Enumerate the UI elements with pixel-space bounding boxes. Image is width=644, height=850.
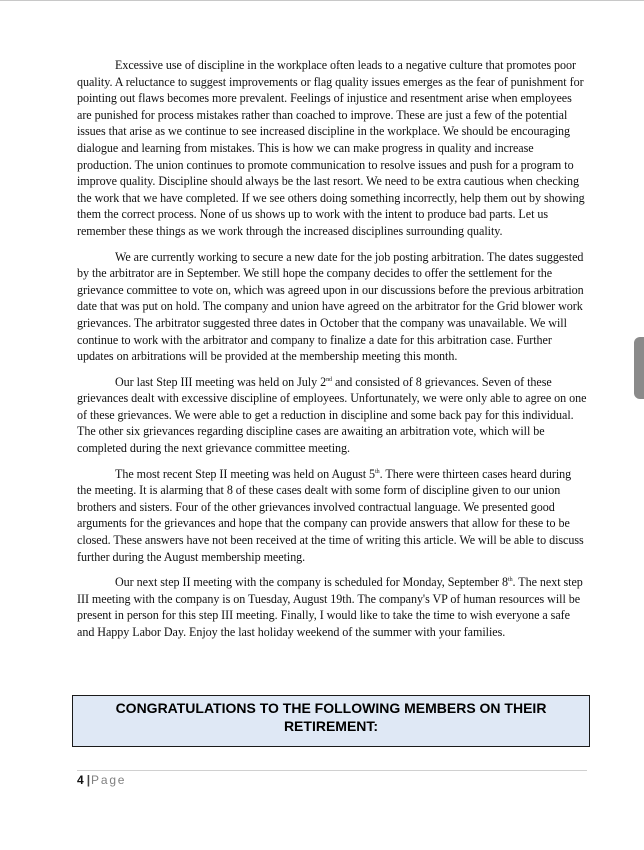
paragraph-next-meeting	[77, 574, 587, 640]
paragraph-step-iii-start: Our last Step III meeting was held on July 2	[115, 374, 327, 389]
paragraph-step-iii-rest: and consisted of 8 grievances. Seven of these grievances dealt with excessive discipline of employees. Unfortunately, we were only able to agree on one of these grievances. We were able to get a reduction in discipline and some back pay for this individual. The other six grievances regarding discipline cases are awaiting an arbitration vote, which will be completed during the next grievance committee meeting.	[77, 374, 587, 456]
page-label: Page	[91, 773, 127, 787]
page-top-border	[0, 0, 644, 1]
footer-separator: |	[86, 773, 91, 787]
retirement-congratulations-box	[72, 695, 590, 747]
paragraph-next-meeting-rest: . The next step III meeting with the company is on Tuesday, August 19th. The company's VP of human resources will be present in person for this step III meeting. Finally, I would like to take the time to wish everyone a safe and Happy Labor Day. Enjoy the last holiday weekend of the summer with your families.	[77, 575, 583, 639]
paragraph-step-ii	[77, 466, 587, 566]
scrollbar-tab[interactable]	[634, 337, 644, 399]
page-number: 4	[77, 773, 84, 787]
congrats-heading-line1: CONGRATULATIONS TO THE FOLLOWING MEMBERS ON THEIR	[115, 700, 547, 716]
article-body	[77, 57, 587, 650]
footer-divider	[77, 770, 587, 771]
paragraph-step-iii	[77, 374, 587, 457]
page-footer	[77, 773, 126, 787]
ordinal-suffix: th	[375, 468, 380, 475]
congrats-heading-line2: RETIREMENT:	[283, 718, 379, 734]
paragraph-arbitration: We are currently working to secure a new date for the job posting arbitration. The dates suggested by the arbitrator are in September. We still hope the company decides to offer the settlement for the grievance committee to vote on, which was agreed upon in our discussions before the previous arbitration date that was put on hold. The company and union have agreed on the arbitrator for the Grid blower work grievances. The arbitrator suggested three dates in October that the company was unavailable. We will continue to work with the arbitrator and company to finalize a date for this arbitration case. Further updates on arbitrations will be provided at the membership meeting this month.	[77, 249, 584, 364]
paragraph-next-meeting-start: Our next step II meeting with the company is scheduled for Monday, September 8	[115, 575, 508, 590]
paragraph-discipline: Excessive use of discipline in the workplace often leads to a negative culture that promotes poor quality. A reluctance to suggest improvements or flag quality issues emerges as the fear of punishment for pointing out flaws becomes more prevalent. Feelings of injustice and resentment arise when employees are punished for process mistakes rather than coached to improve. These are just a few of the potential issues that arise as we continue to see increased discipline in the workplace. We should be encouraging dialogue and learning from mistakes. This is how we can make progress in quality and increase production. The union continues to promote communication to resolve issues and push for a program to improve quality. Discipline should always be the last resort. We need to be extra cautious when checking the work that we have completed. If we see others doing something incorrectly, help them out by showing them the correct process. None of us shows up to work with the intent to produce bad parts. Let us remember these things as we work through the increased disciplines surrounding quality.	[77, 58, 585, 238]
ordinal-suffix: th	[507, 577, 513, 584]
paragraph-step-ii-start: The most recent Step II meeting was held on August 5	[115, 466, 376, 481]
paragraph-step-ii-rest: . There were thirteen cases heard during the meeting. It is alarming that 8 of these cases dealt with some form of discipline given to our union brothers and sisters. Four of the other grievances involved contractual language. We presented good arguments for the grievances and hope that the company can provide answers that allow for these to be closed. These answers have not been received at the time of writing this article. We will be able to discuss further during the August membership meeting.	[77, 466, 584, 564]
ordinal-suffix: nd	[326, 376, 332, 383]
